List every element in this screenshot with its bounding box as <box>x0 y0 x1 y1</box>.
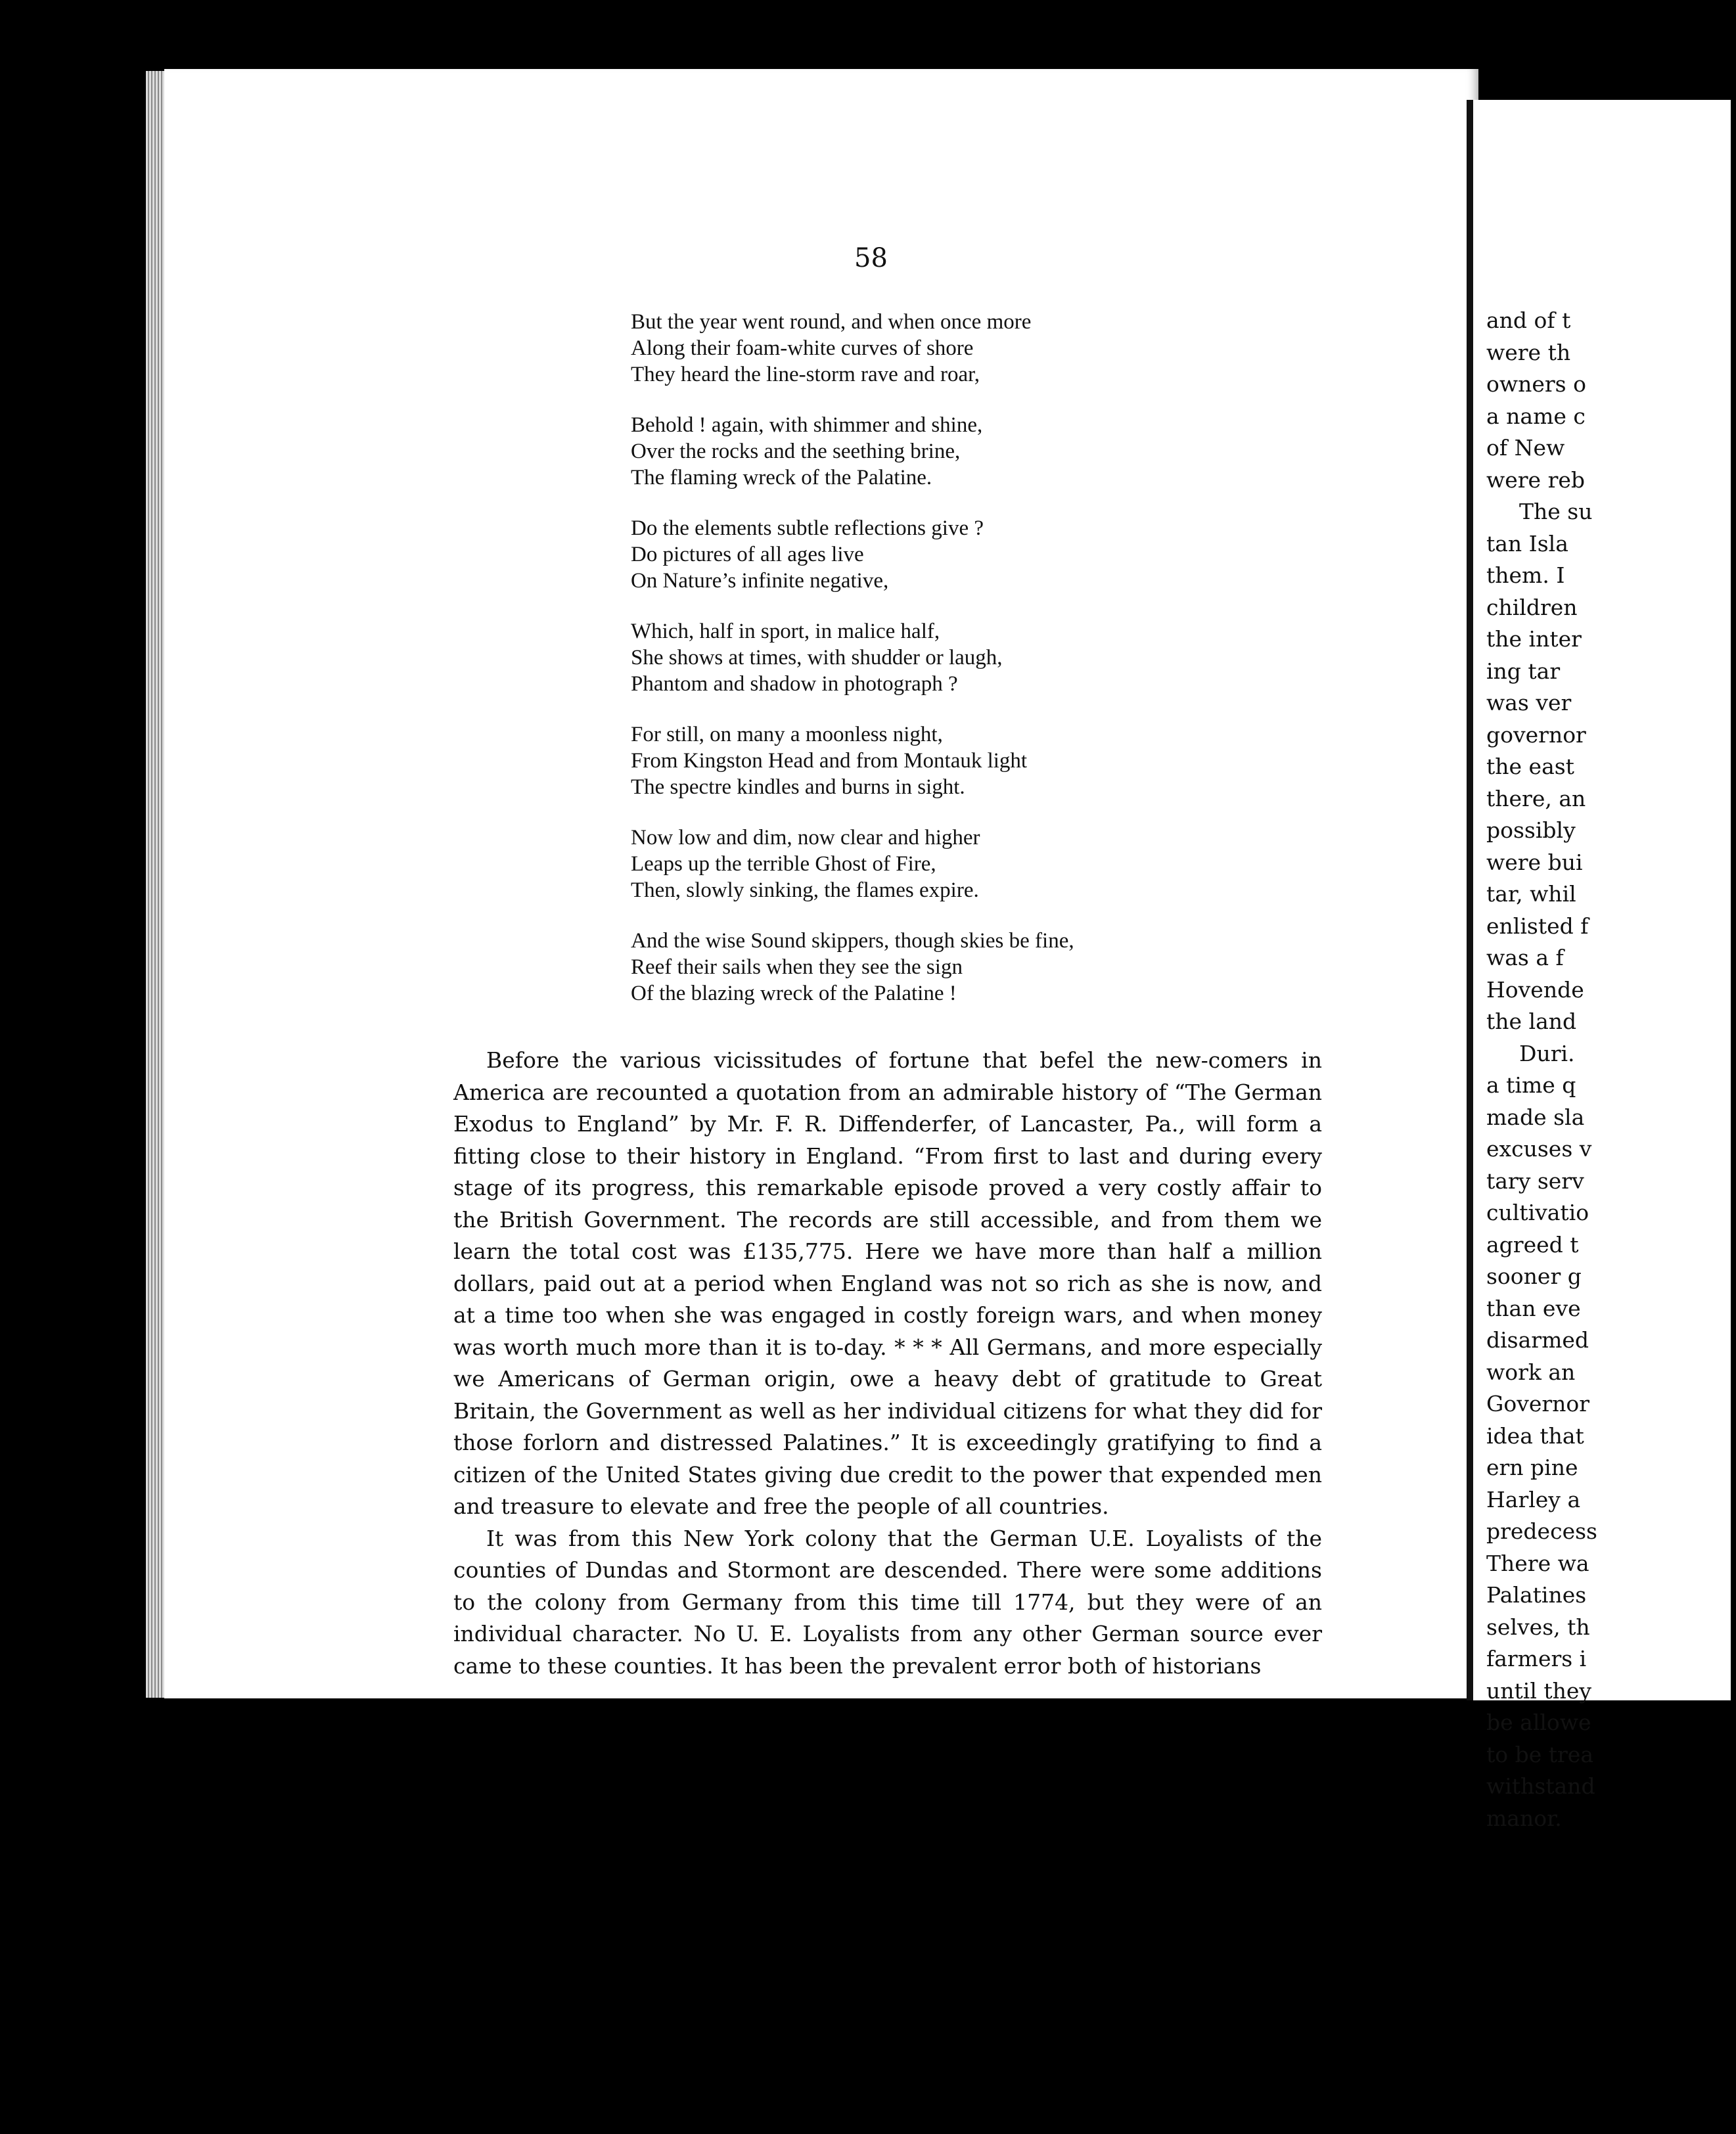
poem-stanza <box>631 309 1288 388</box>
page-number: 58 <box>854 243 888 273</box>
poem-line: For still, on many a moonless night, <box>631 723 943 746</box>
right-page-line: the east <box>1486 754 1574 779</box>
right-page-line: the inter <box>1486 626 1582 652</box>
right-page-line: children <box>1486 594 1578 620</box>
poem-stanza <box>631 618 1288 697</box>
right-page-line: tary serv <box>1486 1168 1584 1194</box>
right-page-line: possibly <box>1486 817 1576 843</box>
right-page-line: Duri. <box>1519 1040 1575 1066</box>
right-page-line: and of t <box>1486 307 1571 333</box>
poem-line: Along their foam-white curves of shore <box>631 336 974 360</box>
right-page-line: a name c <box>1486 403 1586 429</box>
right-page-line: farmers i <box>1486 1646 1587 1671</box>
poem-line: Reef their sails when they see the sign <box>631 955 963 979</box>
right-page-line: a time q <box>1486 1072 1576 1098</box>
poem-line: Over the rocks and the seething brine, <box>631 440 961 463</box>
poem-stanza <box>631 412 1288 491</box>
right-page-line: than eve <box>1486 1295 1581 1321</box>
poem-stanza <box>631 825 1288 903</box>
right-page-line: predecess <box>1486 1518 1597 1544</box>
right-page-line: Harley a <box>1486 1486 1581 1512</box>
poem-line: Leaps up the terrible Ghost of Fire, <box>631 852 936 876</box>
right-page-line: them. I <box>1486 562 1565 588</box>
book-page-edges <box>146 71 164 1698</box>
right-page-line: was ver <box>1486 690 1572 715</box>
prose-body <box>453 1045 1322 1682</box>
poem-stanza <box>631 721 1288 800</box>
poem-line: The spectre kindles and burns in sight. <box>631 775 965 799</box>
right-page-line: governor <box>1486 721 1586 748</box>
right-page-line: until they <box>1486 1677 1592 1704</box>
right-page-line: agreed t <box>1486 1231 1579 1258</box>
right-page-line: The su <box>1519 499 1593 524</box>
poem-line: Now low and dim, now clear and higher <box>631 826 980 850</box>
poem-line: Do the elements subtle reflections give ? <box>631 516 984 540</box>
right-page-line: withstand <box>1486 1773 1595 1799</box>
right-page-line: to be trea <box>1486 1741 1594 1767</box>
right-page-line: owners o <box>1486 371 1586 397</box>
poem-line: Which, half in sport, in malice half, <box>631 620 940 643</box>
right-page-line: Governor <box>1486 1391 1590 1417</box>
right-page-line: were th <box>1486 339 1571 365</box>
poem-line: From Kingston Head and from Montauk light <box>631 749 1028 773</box>
right-page-line: Palatines <box>1486 1582 1587 1608</box>
right-page-line: was a f <box>1486 945 1564 970</box>
poem <box>631 309 1288 1031</box>
paragraph-1: Before the various vicissitudes of fortune that befel the new-comers in America are recounted a quotation from an admirable history of “The German Exodus to England” by Mr. F. R. Diffenderfer, of Lancaster, Pa., will form a fitting close to their history in England. “From first to last and during every stage of its progress, this remarkable episode proved a very costly affair to the British Government. The records are still accessible, and from them we learn the total cost was £135,775. Here we have more than half a million dollars, paid out at a period when England was not so rich as she is now, and at a time too when she was engaged in costly foreign wars, and when money was worth much more than it is to-day. * * * All Germans, and more especially we Americans of German origin, owe a heavy debt of gratitude to Great Britain, the Government as well as her individual citizens for what they did for those forlorn and distressed Palatines.” It is exceedingly gratifying to find a citizen of the United States giving due credit to the power that expended men and treasure to elevate and free the people of all countries. <box>453 1047 1322 1519</box>
right-page-line: sooner g <box>1486 1263 1582 1289</box>
right-page-line: idea that <box>1486 1422 1584 1449</box>
poem-line: But the year went round, and when once more <box>631 310 1032 334</box>
right-page-line: work an <box>1486 1359 1576 1385</box>
right-page-line: cultivatio <box>1486 1200 1589 1225</box>
right-page-line: be allowe <box>1486 1710 1591 1735</box>
right-page-line: tan Isla <box>1486 530 1568 556</box>
right-page-line: There wa <box>1486 1550 1589 1576</box>
right-page-line: disarmed <box>1486 1327 1589 1353</box>
right-page-text <box>1486 305 1736 1834</box>
poem-line: Then, slowly sinking, the flames expire. <box>631 878 979 902</box>
right-page-line: were bui <box>1486 849 1583 875</box>
poem-line: They heard the line-storm rave and roar, <box>631 363 980 386</box>
poem-stanza <box>631 515 1288 594</box>
right-page <box>1467 100 1731 1831</box>
poem-line: Do pictures of all ages live <box>631 543 864 566</box>
right-page-line: excuses v <box>1486 1136 1592 1162</box>
poem-line: On Nature’s infinite negative, <box>631 569 889 593</box>
poem-stanza <box>631 928 1288 1007</box>
right-page-line: ern pine <box>1486 1455 1578 1480</box>
right-page-line: Hovende <box>1486 976 1584 1003</box>
right-page-line: the land <box>1486 1009 1577 1034</box>
right-page-line: manor. <box>1486 1805 1562 1831</box>
right-page-line: made sla <box>1486 1104 1585 1130</box>
right-page-line: there, an <box>1486 785 1586 811</box>
right-page-line: were reb <box>1486 466 1585 493</box>
poem-line: She shows at times, with shudder or laugh, <box>631 646 1003 670</box>
right-page-line: of New <box>1486 435 1565 461</box>
poem-line: And the wise Sound skippers, though skies be fine, <box>631 929 1074 953</box>
poem-line: The flaming wreck of the Palatine. <box>631 466 932 489</box>
right-page-line: enlisted f <box>1486 913 1589 939</box>
poem-line: Of the blazing wreck of the Palatine ! <box>631 982 957 1005</box>
right-page-line: ing tar <box>1486 658 1561 684</box>
right-page-line: selves, th <box>1486 1614 1590 1640</box>
poem-line: Phantom and shadow in photograph ? <box>631 672 958 696</box>
poem-line: Behold ! again, with shimmer and shine, <box>631 413 983 437</box>
right-page-line: tar, whil <box>1486 881 1576 907</box>
paragraph-2: It was from this New York colony that the German U.E. Loyalists of the counties of Dundas and Stormont are descended. There were some additions to the colony from Germany from this time till 1774, but they were of an individual character. No U. E. Loyalists from any other German source ever came to these counties. It has been the prevalent error both of historians <box>453 1525 1322 1679</box>
